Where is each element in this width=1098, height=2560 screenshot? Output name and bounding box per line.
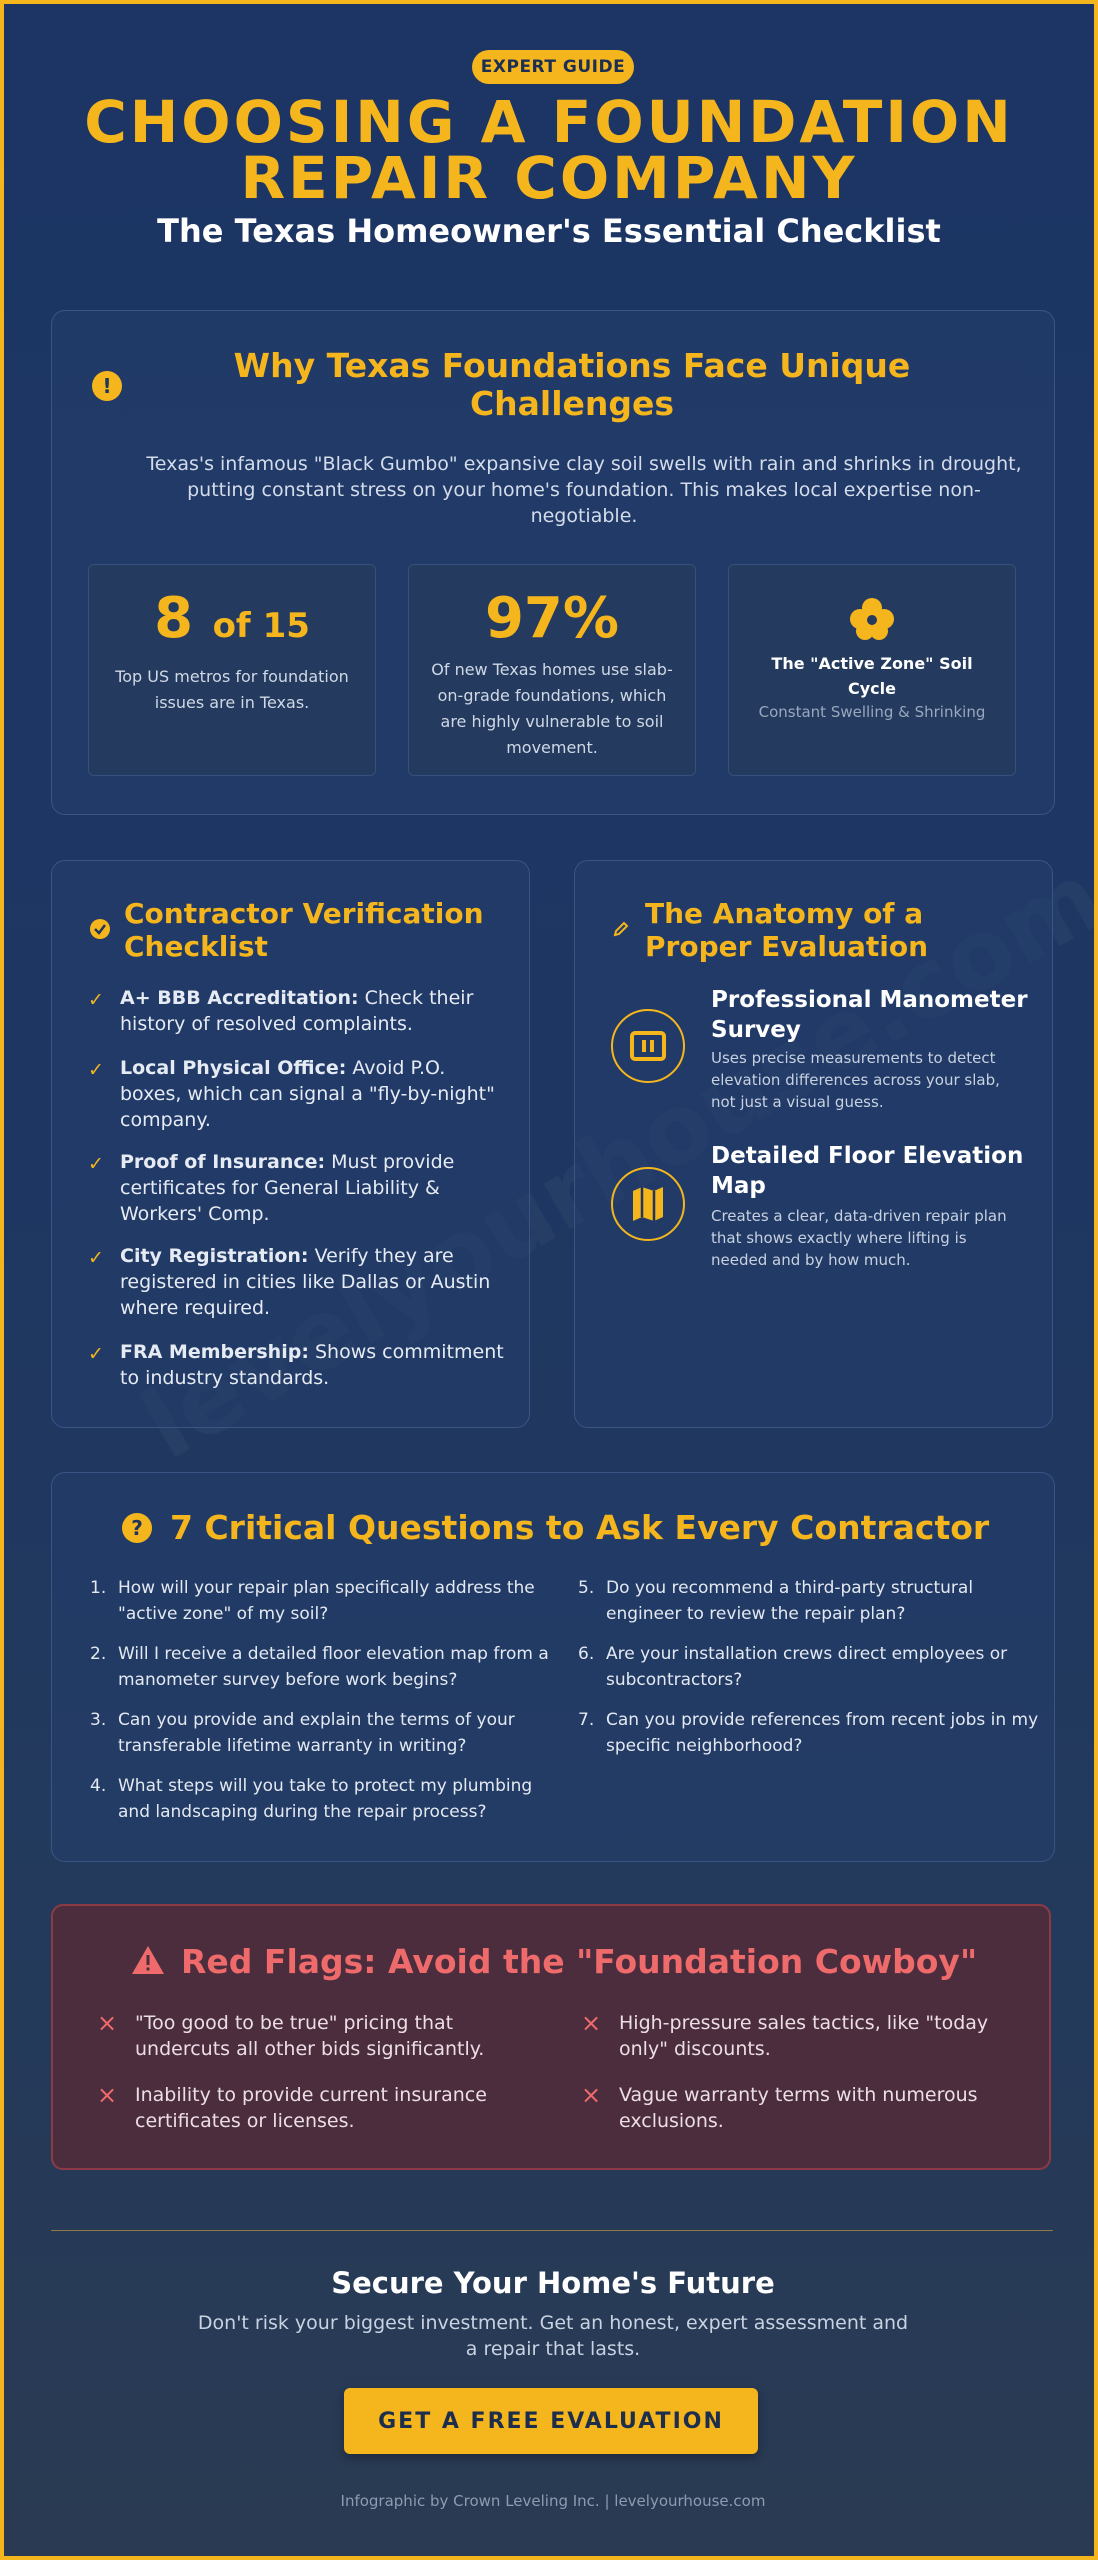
question-text: Do you recommend a third-party structural engineer to review the repair plan? (606, 1578, 974, 1624)
step-description: Uses precise measurements to detect elevation differences across your slab, not just a visual guess. (711, 1049, 1000, 1111)
alert-icon: ! (92, 371, 122, 401)
checklist-section (51, 860, 530, 1428)
question-text: Can you provide and explain the terms of your transferable lifetime warranty in writing? (118, 1710, 515, 1756)
checklist-item (88, 1055, 510, 1133)
checklist-item (88, 1339, 510, 1391)
checklist-item (88, 1149, 510, 1227)
question-text: What steps will you take to protect my plumbing and landscaping during the repair process? (118, 1776, 533, 1822)
check-circle-icon (90, 919, 110, 939)
page-subtitle: The Texas Homeowner's Essential Checklist (157, 212, 941, 250)
question-number: 4. (90, 1776, 107, 1796)
question-item (578, 1707, 1046, 1759)
item-label: Proof of Insurance: (120, 1151, 326, 1173)
checkmark-icon: ✓ (88, 1059, 104, 1081)
evaluation-section (574, 860, 1053, 1428)
warning-icon (131, 1944, 165, 1980)
question-item (90, 1707, 558, 1759)
question-item (578, 1641, 1046, 1693)
question-number: 7. (578, 1710, 595, 1730)
divider (51, 2230, 1053, 2231)
red-flags-section (51, 1904, 1051, 2170)
free-evaluation-button[interactable]: GET A FREE EVALUATION (344, 2388, 758, 2454)
challenges-section (51, 310, 1055, 815)
red-flag-item (581, 2009, 999, 2062)
stat-card-metros (88, 564, 376, 776)
checkmark-icon: ✓ (88, 1343, 104, 1365)
question-item (578, 1575, 1046, 1627)
map-icon (611, 1167, 685, 1241)
item-label: A+ BBB Accreditation: (120, 987, 359, 1009)
checklist-item (88, 1243, 510, 1321)
evaluation-title: The Anatomy of a Proper Evaluation (645, 897, 929, 963)
red-flag-text: Vague warranty terms with numerous exclusions. (619, 2084, 978, 2132)
stat-value: 97% (484, 586, 620, 651)
question-number: 3. (90, 1710, 107, 1730)
footer-credit: Infographic by Crown Leveling Inc. | levelyourhouse.com (340, 2492, 766, 2510)
stat-description: Top US metros for foundation issues are in Texas. (115, 667, 349, 712)
expert-guide-badge: EXPERT GUIDE (472, 50, 634, 84)
red-flag-text: High-pressure sales tactics, like "today only" discounts. (619, 2012, 989, 2060)
item-label: FRA Membership: (120, 1341, 309, 1363)
red-flag-item (97, 2081, 515, 2134)
step-title: Detailed Floor Elevation Map (711, 1143, 1024, 1199)
questions-section (51, 1472, 1055, 1862)
x-icon: × (581, 2081, 602, 2109)
item-label: City Registration: (120, 1245, 309, 1267)
item-text: Must provide certificates for General Liability & Workers' Comp. (120, 1151, 455, 1225)
x-icon: × (581, 2009, 602, 2037)
checkmark-icon: ✓ (88, 1247, 104, 1269)
title-line-1: CHOOSING A FOUNDATION (84, 88, 1014, 156)
checkmark-icon: ✓ (88, 989, 104, 1011)
red-flag-text: Inability to provide current insurance certificates or licenses. (135, 2084, 487, 2132)
question-text: How will your repair plan specifically address the "active zone" of my soil? (118, 1578, 535, 1624)
question-icon: ? (122, 1513, 152, 1543)
challenges-title: Why Texas Foundations Face Unique Challenges (233, 346, 911, 423)
manometer-icon (611, 1009, 685, 1083)
x-icon: × (97, 2009, 118, 2037)
question-text: Are your installation crews direct employees or subcontractors? (606, 1644, 1008, 1690)
checkmark-icon: ✓ (88, 1153, 104, 1175)
active-zone-title: The "Active Zone" Soil Cycle (771, 654, 973, 698)
checklist-item (88, 985, 510, 1037)
page-title (4, 88, 1094, 212)
question-number: 5. (578, 1578, 595, 1598)
red-flag-text: "Too good to be true" pricing that undercuts all other bids significantly. (135, 2012, 485, 2060)
question-item (90, 1575, 558, 1627)
question-text: Will I receive a detailed floor elevation map from a manometer survey before work begins? (118, 1644, 549, 1690)
question-number: 2. (90, 1644, 107, 1664)
question-item (90, 1773, 558, 1825)
active-zone-desc: Constant Swelling & Shrinking (758, 703, 986, 721)
cta-title: Secure Your Home's Future (331, 2266, 775, 2300)
item-text: Check their history of resolved complaints. (120, 987, 474, 1035)
stat-value (89, 587, 375, 658)
question-text: Can you provide references from recent jobs in my specific neighborhood? (606, 1710, 1039, 1756)
stat-description: Of new Texas homes use slab-on-grade foundations, which are highly vulnerable to soil movement. (431, 660, 673, 757)
item-text: Verify they are registered in cities like Dallas or Austin where required. (120, 1245, 491, 1319)
red-flags-title: Red Flags: Avoid the "Foundation Cowboy" (181, 1942, 978, 1981)
stat-number: 8 (154, 586, 194, 651)
question-item (90, 1641, 558, 1693)
red-flag-item (581, 2081, 999, 2134)
stat-suffix: of 15 (212, 606, 310, 646)
x-icon: × (97, 2081, 118, 2109)
cta-text: Don't risk your biggest investment. Get an honest, expert assessment and a repair that lasts. (197, 2312, 909, 2360)
red-flag-item (97, 2009, 515, 2062)
checklist-title: Contractor Verification Checklist (124, 897, 484, 963)
item-label: Local Physical Office: (120, 1057, 347, 1079)
title-line-2: REPAIR COMPANY (240, 144, 858, 212)
question-number: 1. (90, 1578, 107, 1598)
pencil-icon (611, 919, 631, 943)
stat-card-slab (408, 564, 696, 776)
cycle-icon (846, 597, 898, 641)
step-title: Professional Manometer Survey (711, 987, 1028, 1043)
question-number: 6. (578, 1644, 595, 1664)
item-text: Shows commitment to industry standards. (120, 1341, 504, 1389)
stat-card-active-zone (728, 564, 1016, 776)
questions-title: 7 Critical Questions to Ask Every Contractor (170, 1508, 990, 1547)
item-text: Avoid P.O. boxes, which can signal a "fly-by-night" company. (120, 1057, 495, 1131)
step-description: Creates a clear, data-driven repair plan that shows exactly where lifting is needed and by how much. (711, 1207, 1007, 1269)
challenges-intro: Texas's infamous "Black Gumbo" expansive clay soil swells with rain and shrinks in drought, putting constant stress on your home's foundation. This makes local expertise non-negotiable. (146, 453, 1022, 527)
